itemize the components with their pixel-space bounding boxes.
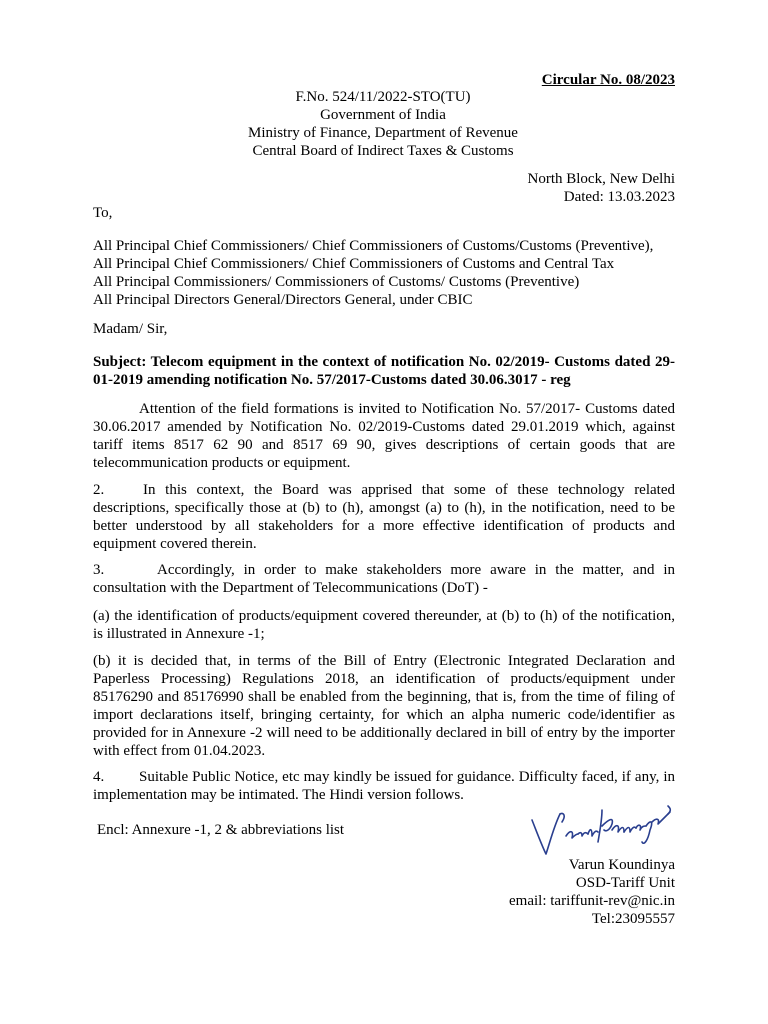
circular-number: Circular No. 08/2023 [541,72,675,88]
paragraph-3b: (b) it is decided that, in terms of the Bill of Entry (Electronic Integrated Declaration and Paperless Processing) Regulations 2018, an identification of products/equipment under 85176290 and 85176990 shall be enabled from the beginning, that is, from the time of filing of import declarations itself, bringing certainty, for which an alpha numeric code/identifier as provided for in Annexure -2 will need to be additionally declared in bill of entry by the importer with effect from 01.04.2023. [93,653,675,759]
signature-image [526,796,676,858]
paragraph-2 [93,481,675,553]
board-line: Central Board of Indirect Taxes & Customs [252,143,514,159]
to-line: To, [93,205,113,221]
paragraph-number: 4. [93,769,105,785]
ministry-line: Ministry of Finance, Department of Revenue [248,125,518,141]
addressee: All Principal Commissioners/ Commissioners of Customs/ Customs (Preventive) [93,274,580,290]
paragraph-number: 3. [93,562,105,578]
addressee-list [93,237,683,309]
addressee: All Principal Chief Commissioners/ Chief Commissioners of Customs/Customs (Preventive), [93,238,654,254]
signatory-email: email: tariffunit-rev@nic.in [509,893,675,909]
government-line: Government of India [320,107,446,123]
place: North Block, New Delhi [527,171,675,187]
signatory-name: Varun Koundinya [568,857,675,873]
paragraph-text: In this context, the Board was apprised that some of these technology related descriptions, specifically those at (b) to (h), amongst (a) to (h), in the notification, need to be better understood by all stakeholders for a more effective identification of products and equipment covered therein. [93,482,675,552]
place-date [528,170,675,206]
paragraph-text: Accordingly, in order to make stakeholders more aware in the matter, and in consultation with the Department of Telecommunications (DoT) - [93,562,675,596]
signatory-block [509,856,675,928]
file-number: F.No. 524/11/2022-STO(TU) [295,89,471,105]
signatory-designation: OSD-Tariff Unit [575,875,675,891]
letterhead [183,88,583,160]
enclosure: Encl: Annexure -1, 2 & abbreviations list [97,822,345,838]
addressee: All Principal Directors General/Directors General, under CBIC [93,292,473,308]
paragraph-3 [93,561,675,597]
date: Dated: 13.03.2023 [563,189,675,205]
salutation: Madam/ Sir, [93,321,168,337]
paragraph-number: 2. [93,482,105,498]
subject: Subject: Telecom equipment in the context of notification No. 02/2019- Customs dated 29-01-2019 amending notification No. 57/2017-Customs dated 30.06.3017 - reg [93,354,675,388]
addressee: All Principal Chief Commissioners/ Chief Commissioners of Customs and Central Tax [93,256,615,272]
paragraph-text: Suitable Public Notice, etc may kindly be issued for guidance. Difficulty faced, if any, in implementation may be intimated. The Hindi version follows. [93,769,675,803]
paragraph-3a: (a) the identification of products/equipment covered thereunder, at (b) to (h) of the notification, is illustrated in Annexure -1; [93,608,675,642]
signatory-tel: Tel:23095557 [591,911,675,927]
paragraph-1: Attention of the field formations is invited to Notification No. 57/2017- Customs dated 30.06.2017 amended by Notification No. 02/2019-Customs dated 29.01.2019 which, against tariff items 8517 62 90 and 8517 69 90, gives descriptions of certain goods that are telecommunication products or equipment. [93,401,675,471]
